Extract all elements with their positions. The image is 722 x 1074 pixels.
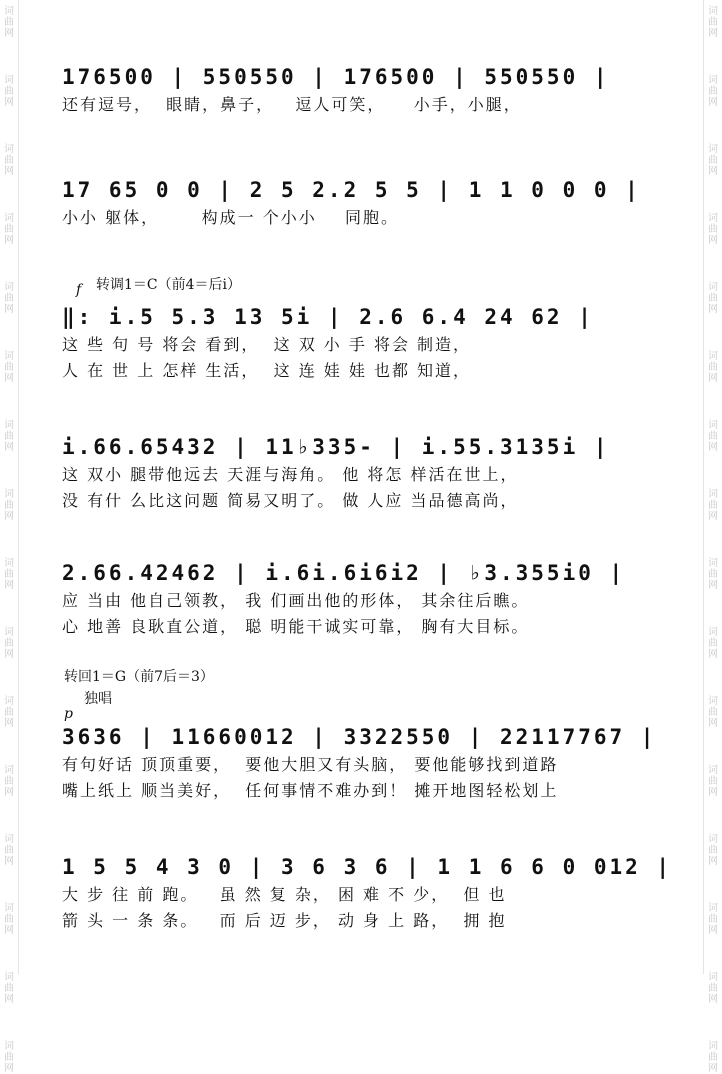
watermark: 词曲网	[708, 765, 718, 798]
notation-line: ‖: i.5 5.3 13 5i | 2.6 6.4 24 62 |	[62, 305, 594, 329]
watermark: 词曲网	[708, 75, 718, 108]
watermark: 词曲网	[4, 351, 14, 384]
right-watermark-strip	[703, 0, 722, 1074]
watermark: 词曲网	[708, 213, 718, 246]
watermark: 词曲网	[4, 972, 14, 1005]
score-system-5	[62, 558, 667, 640]
watermark: 词曲网	[4, 696, 14, 729]
watermark: 词曲网	[4, 627, 14, 660]
notation-line: 17 65 0 0 | 2 5 2.2 5 5 | 1 1 0 0 0 |	[62, 178, 641, 202]
score-system-7	[62, 852, 673, 934]
lyric-line: 心 地善 良耿直公道， 聪 明能干诚实可靠， 胸有大目标。	[62, 617, 530, 636]
score-system-6	[62, 722, 667, 804]
watermark: 词曲网	[4, 903, 14, 936]
lyric-line: 箭 头 一 条 条。 而 后 迈 步， 动 身 上 路， 拥 抱	[62, 911, 507, 930]
key-change-annotation: 转调1＝C（前4＝后i）	[96, 277, 242, 293]
score-system-3	[62, 302, 667, 384]
watermark: 词曲网	[4, 558, 14, 591]
watermark: 词曲网	[708, 6, 718, 39]
watermark: 词曲网	[708, 696, 718, 729]
lyric-line: 大 步 往 前 跑。 虽 然 复 杂， 困 难 不 少， 但 也	[62, 885, 507, 904]
watermark: 词曲网	[4, 144, 14, 177]
watermark: 词曲网	[4, 765, 14, 798]
lyric-line: 人 在 世 上 怎样 生活， 这 连 娃 娃 也都 知道，	[62, 361, 472, 380]
watermark: 词曲网	[708, 627, 718, 660]
watermark: 词曲网	[4, 282, 14, 315]
watermark: 词曲网	[708, 489, 718, 522]
notation-line: 3636 | 11660012 | 3322550 | 22117767 |	[62, 725, 657, 749]
lyric-line: 没 有什 么比这问题 简易又明了。 做 人应 当品德高尚，	[62, 491, 519, 510]
lyric-line: 小小 躯体， 构成一 个小小 同胞。	[62, 208, 400, 227]
watermark: 词曲网	[4, 6, 14, 39]
watermark: 词曲网	[4, 213, 14, 246]
lyric-line: 这 双小 腿带他远去 天涯与海角。 他 将怎 样活在世上，	[62, 465, 519, 484]
lyric-line: 嘴上纸上 顺当美好， 任何事情不难办到！ 摊开地图轻松划上	[62, 781, 559, 800]
watermark: 词曲网	[4, 489, 14, 522]
watermark: 词曲网	[4, 420, 14, 453]
solo-label: 独唱	[84, 691, 112, 707]
watermark: 词曲网	[708, 834, 718, 867]
watermark: 词曲网	[4, 75, 14, 108]
watermark: 词曲网	[708, 282, 718, 315]
watermark: 词曲网	[708, 420, 718, 453]
score-system-1	[62, 62, 667, 118]
notation-line: 176500 | 550550 | 176500 | 550550 |	[62, 65, 610, 89]
lyric-line: 还有逗号， 眼睛，鼻子， 逗人可笑， 小手，小腿，	[62, 95, 522, 114]
watermark: 词曲网	[708, 1041, 718, 1074]
lyric-line: 这 些 句 号 将会 看到， 这 双 小 手 将会 制造，	[62, 335, 472, 354]
lyric-line: 应 当由 他自己领教， 我 们画出他的形体， 其余往后瞧。	[62, 591, 530, 610]
watermark: 词曲网	[708, 903, 718, 936]
watermark: 词曲网	[708, 351, 718, 384]
watermark: 词曲网	[708, 144, 718, 177]
notation-line: i.66.65432 | 11♭335- | i.55.3135i |	[62, 435, 610, 459]
notation-line: 2.66.42462 | i.6i.6i6i2 | ♭3.355i0 |	[62, 561, 626, 585]
dynamic-marking-piano: p	[64, 706, 73, 722]
key-return-annotation: 转回1＝G（前7后＝3）	[64, 669, 214, 685]
score-system-2	[62, 175, 667, 231]
lyric-line: 有句好话 顶顶重要， 要他大胆又有头脑， 要他能够找到道路	[62, 755, 559, 774]
notation-line: 1 5 5 4 3 0 | 3 6 3 6 | 1 1 6 6 0 012 |	[62, 855, 673, 879]
score-system-4	[62, 432, 667, 514]
watermark: 词曲网	[708, 558, 718, 591]
watermark: 词曲网	[4, 1041, 14, 1074]
watermark: 词曲网	[708, 972, 718, 1005]
watermark: 词曲网	[4, 834, 14, 867]
left-watermark-strip	[0, 0, 19, 1074]
dynamic-marking-forte: f	[76, 282, 82, 298]
